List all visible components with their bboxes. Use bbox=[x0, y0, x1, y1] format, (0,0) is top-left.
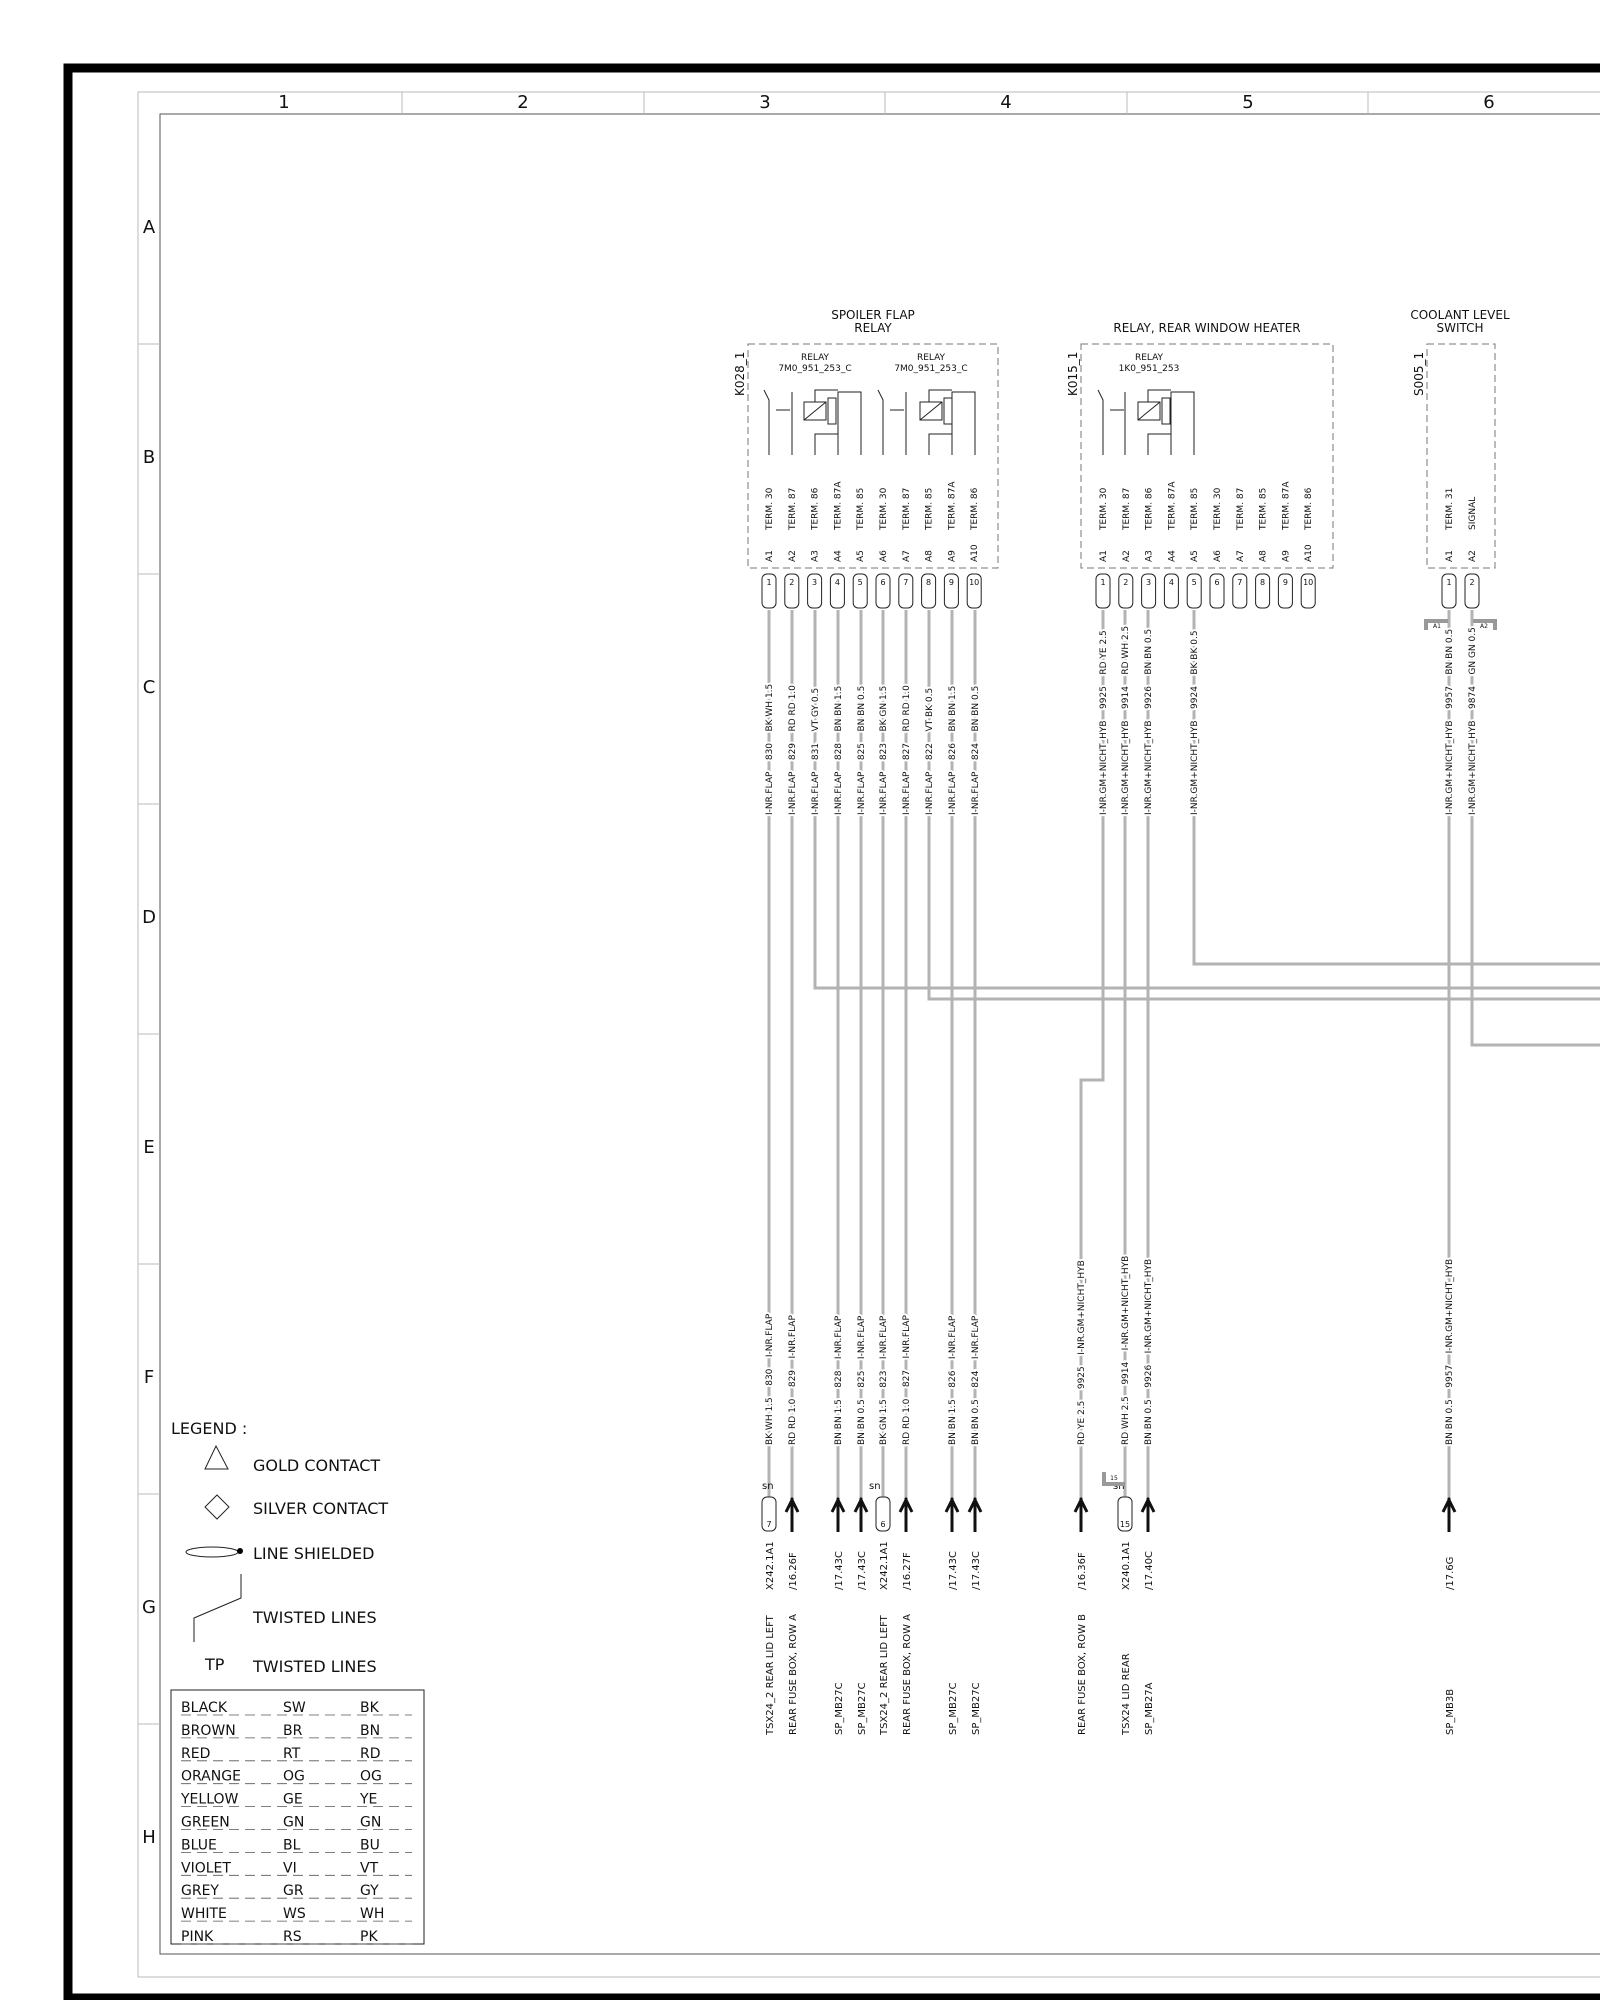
pin-term: TERM. 86 bbox=[1304, 487, 1315, 530]
wire-label-top: I-NR.FLAP 823 BK GN 1.5 bbox=[879, 685, 889, 815]
shielded-line-icon bbox=[186, 1547, 238, 1557]
wire-destination: /16.27F bbox=[902, 1552, 913, 1590]
wire-label-top: I-NR.FLAP 828 BN BN 1.5 bbox=[834, 685, 844, 815]
wire-labels-bottom bbox=[765, 1256, 1455, 1445]
wire-label-top: I-NR.GM+NICHT_HYB 9874 GN GN 0.5 bbox=[1468, 627, 1478, 815]
pin-id: A5 bbox=[1190, 550, 1201, 562]
pin-id: A9 bbox=[947, 550, 958, 562]
wire-destination-name: SP_MB27C bbox=[857, 1682, 868, 1735]
pin-number: 2 bbox=[1123, 578, 1129, 587]
pin-number: 3 bbox=[1146, 578, 1152, 587]
wire-label-bottom: RD YE 2.5 9925 I-NR.GM+NICHT_HYB bbox=[1077, 1260, 1087, 1445]
color-code-en: RD bbox=[360, 1745, 381, 1762]
pin-group bbox=[1096, 481, 1315, 608]
color-code-en: YE bbox=[360, 1791, 378, 1808]
pin-id: A5 bbox=[856, 550, 867, 562]
pin-id: A4 bbox=[1167, 550, 1178, 562]
color-name: GREEN bbox=[181, 1814, 230, 1831]
wire-label-bottom: RD RD 1.0 829 I-NR.FLAP bbox=[788, 1315, 798, 1445]
wire-destination-name: SP_MB27A bbox=[1144, 1682, 1155, 1735]
pin-number: 1 bbox=[1446, 578, 1452, 587]
wire-destination-name: TSX24_2 REAR LID LEFT bbox=[879, 1615, 890, 1735]
wire-destination-name: REAR FUSE BOX, ROW B bbox=[1077, 1613, 1088, 1735]
pin-term: TERM. 85 bbox=[924, 487, 935, 530]
legend-label: GOLD CONTACT bbox=[253, 1456, 381, 1475]
component-outline bbox=[748, 344, 998, 568]
color-code-en: PK bbox=[360, 1929, 378, 1945]
pin-number: 7 bbox=[1237, 578, 1243, 587]
shield-dot-icon bbox=[237, 1548, 243, 1554]
wire-destination-name: TSX24 LID REAR bbox=[1121, 1653, 1132, 1735]
component-outline bbox=[1427, 344, 1495, 568]
color-code-de: VI bbox=[283, 1860, 297, 1877]
pin-id: A1 bbox=[1099, 550, 1109, 562]
component-id: K015_1 bbox=[1066, 351, 1080, 396]
component-title-line2: RELAY bbox=[854, 321, 892, 335]
wire-label-bottom: RD RD 1.0 827 I-NR.FLAP bbox=[902, 1315, 912, 1445]
pin-term: TERM. 87 bbox=[787, 487, 798, 530]
wire-label-bottom: BN BN 0.5 825 I-NR.FLAP bbox=[857, 1315, 867, 1445]
pin-term: TERM. 87A bbox=[833, 481, 844, 530]
a-tag: A2 bbox=[1480, 623, 1488, 630]
bottom-connectors bbox=[762, 1472, 1455, 1532]
pin-group bbox=[762, 481, 981, 608]
legend-label: LINE SHIELDED bbox=[253, 1544, 375, 1563]
color-name: VIOLET bbox=[181, 1860, 231, 1877]
a-tag: A1 bbox=[1433, 623, 1441, 630]
color-code-rows bbox=[180, 1700, 412, 1945]
component-id: K028_1 bbox=[733, 351, 747, 396]
pin-number: 6 bbox=[880, 578, 886, 587]
pin-id: A2 bbox=[1468, 550, 1478, 562]
wire-destination: X242.1A1 bbox=[765, 1541, 776, 1590]
pin-number: 6 bbox=[1214, 578, 1220, 587]
color-code-en: GN bbox=[360, 1814, 382, 1831]
pin-term: TERM. 87 bbox=[1121, 487, 1132, 530]
wire-label-top: I-NR.GM+NICHT_HYB 9957 BN BN 0.5 bbox=[1445, 628, 1455, 815]
row-headers bbox=[138, 217, 160, 1848]
pin-term: TERM. 30 bbox=[1099, 487, 1109, 530]
color-code-de: RS bbox=[283, 1929, 302, 1945]
grid-frame bbox=[138, 92, 1600, 1977]
pin-id: A6 bbox=[1213, 550, 1223, 562]
column-headers bbox=[278, 92, 1494, 114]
connector-pin-num: 6 bbox=[880, 1520, 886, 1529]
relay-part: 7M0_951_253_C bbox=[894, 364, 968, 374]
pin-id: A3 bbox=[810, 550, 821, 562]
wire-destination-name: TSX24_2 REAR LID LEFT bbox=[765, 1615, 776, 1735]
wire-destination: /17.6G bbox=[1445, 1556, 1456, 1590]
pin-term: TERM. 31 bbox=[1445, 487, 1455, 530]
pin-term: TERM. 87 bbox=[1235, 487, 1246, 530]
pin-term: TERM. 87 bbox=[901, 487, 912, 530]
pin-number: 2 bbox=[789, 578, 795, 587]
relay-symbol bbox=[878, 390, 975, 455]
pin-term: TERM. 30 bbox=[1213, 487, 1223, 530]
pin-id: A2 bbox=[1121, 550, 1132, 562]
component-title-line1: RELAY, REAR WINDOW HEATER bbox=[1113, 321, 1301, 335]
pin-number: 4 bbox=[1168, 578, 1174, 587]
row-label-a: A bbox=[142, 217, 156, 238]
wire-destination: /16.26F bbox=[788, 1552, 799, 1590]
component-coolant-level-switch bbox=[1410, 308, 1510, 630]
gold-contact-icon bbox=[205, 1446, 228, 1469]
pin-id: A8 bbox=[1258, 550, 1269, 562]
pin-id: A2 bbox=[787, 550, 798, 562]
color-name: YELLOW bbox=[181, 1791, 239, 1808]
wire-label-top: I-NR.FLAP 825 BN BN 0.5 bbox=[857, 685, 867, 815]
color-code-en: BN bbox=[360, 1722, 381, 1739]
legend-label: TWISTED LINES bbox=[253, 1608, 377, 1627]
pin-term: TERM. 87A bbox=[1167, 481, 1178, 530]
legend-label: SILVER CONTACT bbox=[253, 1499, 389, 1518]
col-label-3: 3 bbox=[759, 92, 771, 113]
pin-number: 8 bbox=[926, 578, 932, 587]
wire-destination: X242.1A1 bbox=[879, 1541, 890, 1590]
relay-label: RELAY bbox=[1134, 353, 1164, 363]
pin-number: 8 bbox=[1260, 578, 1266, 587]
pin-id: A9 bbox=[1281, 550, 1292, 562]
pin-number: 1 bbox=[766, 578, 772, 587]
wire-destination: /17.43C bbox=[857, 1551, 868, 1590]
wire-label-top: I-NR.FLAP 827 RD RD 1.0 bbox=[902, 685, 912, 815]
pin-term: TERM. 87A bbox=[947, 481, 958, 530]
color-code-de: GR bbox=[283, 1883, 304, 1900]
wire-destination-name: SP_MB27C bbox=[834, 1682, 845, 1735]
pin-term: TERM. 85 bbox=[856, 487, 867, 530]
tp-glyph-icon: TP bbox=[205, 1655, 225, 1674]
wire-label-bottom: BN BN 0.5 9957 I-NR.GM+NICHT_HYB bbox=[1445, 1258, 1455, 1445]
color-name: WHITE bbox=[181, 1906, 227, 1923]
pin-id: A7 bbox=[1235, 550, 1246, 562]
relay-part: 1K0_951_253 bbox=[1118, 364, 1180, 374]
wire-label-top: I-NR.GM+NICHT_HYB 9914 RD WH 2.5 bbox=[1121, 625, 1131, 815]
wire-label-bottom: BN BN 0.5 824 I-NR.FLAP bbox=[971, 1315, 981, 1445]
component-id: S005_1 bbox=[1412, 351, 1426, 396]
wire-label-top: I-NR.FLAP 822 VT BK 0.5 bbox=[925, 687, 935, 815]
wire-destination-name: SP_MB27C bbox=[948, 1682, 959, 1735]
wire-destination: /16.36F bbox=[1077, 1552, 1088, 1590]
pin-id: A10 bbox=[970, 544, 981, 562]
wire-label-top: I-NR.FLAP 831 VT GY 0.5 bbox=[811, 687, 821, 815]
color-name: PINK bbox=[181, 1929, 214, 1945]
row-label-g: G bbox=[142, 1597, 156, 1618]
row-label-b: B bbox=[142, 447, 156, 468]
wire-label-bottom: BN BN 1.5 826 I-NR.FLAP bbox=[948, 1315, 958, 1445]
component-title-line2: SWITCH bbox=[1436, 321, 1484, 335]
wire-label-top: I-NR.GM+NICHT_HYB 9926 BN BN 0.5 bbox=[1144, 628, 1154, 815]
col-label-1: 1 bbox=[278, 92, 290, 113]
pin-term: TERM. 86 bbox=[810, 487, 821, 530]
wire-destinations bbox=[765, 1541, 1456, 1736]
silver-contact-icon bbox=[205, 1495, 229, 1519]
color-code-en: BU bbox=[360, 1837, 380, 1854]
pin-number: 1 bbox=[1100, 578, 1106, 587]
color-code-de: RT bbox=[283, 1745, 301, 1762]
row-label-h: H bbox=[142, 1827, 156, 1848]
pin-id: A3 bbox=[1144, 550, 1155, 562]
relay-label: RELAY bbox=[916, 353, 946, 363]
wire-label-bottom: BK WH 1.5 830 I-NR.FLAP bbox=[765, 1313, 775, 1445]
connector-pin-num: 15 bbox=[1119, 1520, 1131, 1529]
pin-number: 10 bbox=[969, 578, 980, 587]
col-label-2: 2 bbox=[517, 92, 529, 113]
color-code-de: BL bbox=[283, 1837, 301, 1854]
wire-label-top: I-NR.GM+NICHT_HYB 9925 RD YE 2.5 bbox=[1099, 630, 1109, 815]
pin-term: SIGNAL bbox=[1468, 496, 1478, 530]
relay-label: RELAY bbox=[800, 353, 830, 363]
pin-id: A6 bbox=[879, 550, 889, 562]
wire-label-top: I-NR.FLAP 826 BN BN 1.5 bbox=[948, 685, 958, 815]
pin-term: TERM. 30 bbox=[765, 487, 775, 530]
pin-term: TERM. 86 bbox=[1144, 487, 1155, 530]
pin-id: A8 bbox=[924, 550, 935, 562]
color-code-en: WH bbox=[360, 1906, 385, 1923]
wire-destination-name: REAR FUSE BOX, ROW A bbox=[902, 1613, 913, 1735]
pin-id: A1 bbox=[765, 550, 775, 562]
relay-symbol bbox=[764, 390, 861, 455]
color-code-de: SW bbox=[283, 1700, 306, 1716]
color-code-en: OG bbox=[360, 1768, 382, 1785]
wire-destination: /17.43C bbox=[971, 1551, 982, 1590]
pin-number: 3 bbox=[812, 578, 818, 587]
twisted-lines-icon bbox=[194, 1574, 241, 1642]
color-code-de: BR bbox=[283, 1722, 303, 1739]
wire-label-top: I-NR.FLAP 830 BK WH 1.5 bbox=[765, 683, 775, 815]
color-name: GREY bbox=[181, 1883, 219, 1900]
row-label-e: E bbox=[143, 1137, 155, 1158]
col-label-4: 4 bbox=[1000, 92, 1012, 113]
wire-label-bottom: BN BN 1.5 828 I-NR.FLAP bbox=[834, 1315, 844, 1445]
sn-label: sn bbox=[762, 1481, 774, 1492]
wire-labels-top bbox=[765, 626, 1478, 815]
sn-label: sn bbox=[869, 1481, 881, 1492]
component-rear-window-heater-relay bbox=[1066, 321, 1333, 608]
color-name: BLACK bbox=[181, 1700, 228, 1716]
pin-term: TERM. 30 bbox=[879, 487, 889, 530]
color-code-de: GE bbox=[283, 1791, 303, 1808]
relay-symbol bbox=[1098, 390, 1194, 455]
legend bbox=[171, 1419, 424, 1945]
relay-part: 7M0_951_253_C bbox=[778, 364, 852, 374]
pin-id: A1 bbox=[1445, 550, 1455, 562]
connector-pin-num: 7 bbox=[766, 1520, 772, 1529]
pin-number: 9 bbox=[948, 578, 954, 587]
wire-destination-name: SP_MB3B bbox=[1445, 1688, 1456, 1735]
col-label-6: 6 bbox=[1483, 92, 1495, 113]
pin-number: 5 bbox=[1191, 578, 1197, 587]
color-name: ORANGE bbox=[181, 1768, 241, 1785]
component-title-line1: COOLANT LEVEL bbox=[1410, 308, 1510, 322]
pin-number: 4 bbox=[834, 578, 840, 587]
pin-term: TERM. 86 bbox=[970, 487, 981, 530]
pin-id: A7 bbox=[901, 550, 912, 562]
color-name: BLUE bbox=[181, 1837, 217, 1854]
pin-id: A4 bbox=[833, 550, 844, 562]
pin-number: 9 bbox=[1282, 578, 1288, 587]
wire-label-top: I-NR.FLAP 824 BN BN 0.5 bbox=[971, 685, 981, 815]
component-outline bbox=[1081, 344, 1333, 568]
col-label-5: 5 bbox=[1242, 92, 1254, 113]
row-label-c: C bbox=[142, 677, 156, 698]
pin-number: 7 bbox=[903, 578, 909, 587]
wire-destination-name: REAR FUSE BOX, ROW A bbox=[788, 1613, 799, 1735]
wire-destination: /17.40C bbox=[1144, 1551, 1155, 1590]
row-label-f: F bbox=[143, 1367, 155, 1388]
wire-label-bottom: BN BN 0.5 9926 I-NR.GM+NICHT_HYB bbox=[1144, 1258, 1154, 1445]
pin-term: TERM. 85 bbox=[1190, 487, 1201, 530]
sn-label: sn bbox=[1113, 1481, 1125, 1492]
wire-destination: /17.43C bbox=[948, 1551, 959, 1590]
color-name: BROWN bbox=[181, 1722, 236, 1739]
wire-destination: /17.43C bbox=[834, 1551, 845, 1590]
color-code-en: BK bbox=[360, 1700, 379, 1716]
wire-label-top: I-NR.FLAP 829 RD RD 1.0 bbox=[788, 685, 798, 815]
pin-term: TERM. 85 bbox=[1258, 487, 1269, 530]
pin-id: A10 bbox=[1304, 544, 1315, 562]
color-code-de: OG bbox=[283, 1768, 305, 1785]
wire-destination-name: SP_MB27C bbox=[971, 1682, 982, 1735]
legend-label: TWISTED LINES bbox=[253, 1657, 377, 1676]
bracket-num: 15 bbox=[1110, 1475, 1118, 1482]
color-code-en: GY bbox=[360, 1883, 379, 1900]
wire-label-top: I-NR.GM+NICHT_HYB 9924 BK BK 0.5 bbox=[1190, 630, 1200, 815]
pin-number: 5 bbox=[857, 578, 863, 587]
pin-term: TERM. 87A bbox=[1281, 481, 1292, 530]
color-name: RED bbox=[181, 1745, 211, 1762]
wire-label-bottom: RD WH 2.5 9914 I-NR.GM+NICHT_HYB bbox=[1121, 1255, 1131, 1445]
component-spoiler-flap-relay bbox=[733, 308, 998, 608]
pin-number: 2 bbox=[1469, 578, 1475, 587]
pin-group bbox=[1442, 488, 1479, 608]
row-label-d: D bbox=[142, 907, 156, 928]
color-code-en: VT bbox=[360, 1860, 379, 1877]
pin-number: 10 bbox=[1303, 578, 1314, 587]
color-code-de: WS bbox=[283, 1906, 306, 1923]
legend-title: LEGEND : bbox=[171, 1419, 248, 1438]
wire-destination: X240.1A1 bbox=[1121, 1541, 1132, 1590]
component-title-line1: SPOILER FLAP bbox=[831, 308, 915, 322]
wire-label-bottom: BK GN 1.5 823 I-NR.FLAP bbox=[879, 1315, 889, 1445]
color-code-de: GN bbox=[283, 1814, 305, 1831]
